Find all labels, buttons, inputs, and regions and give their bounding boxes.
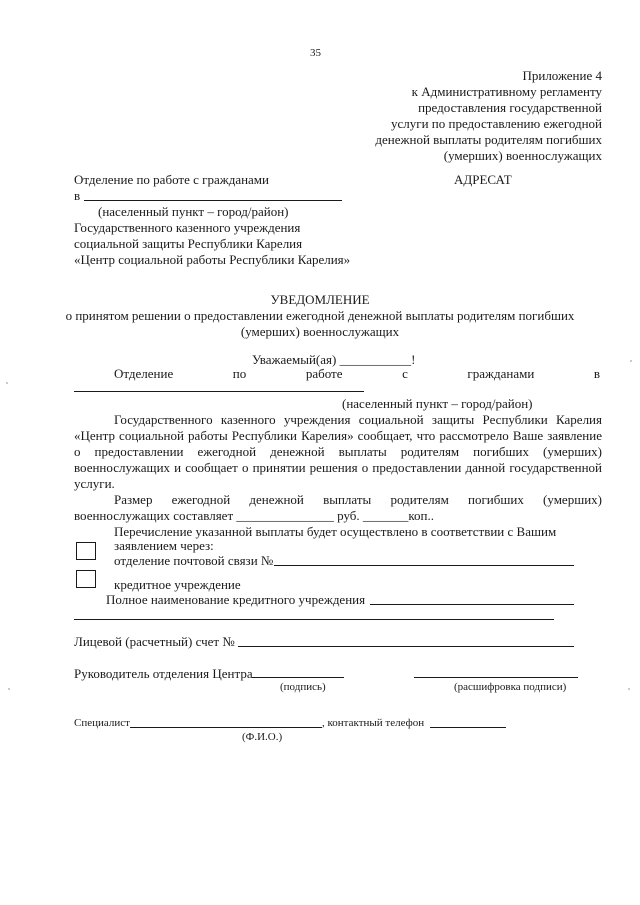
word: работе xyxy=(305,366,343,381)
paragraph-line: «Центр социальной работы Республики Карелия» сообщает, что рассмотрело Ваше заявление xyxy=(74,428,602,443)
scan-speck xyxy=(628,688,630,690)
postal-label: отделение почтовой связи № xyxy=(114,553,274,568)
credit-name-label: Полное наименование кредитного учреждения xyxy=(106,592,366,607)
signature-hint: (подпись) xyxy=(280,681,326,693)
postal-checkbox[interactable] xyxy=(76,542,96,560)
head-label: Руководитель отделения Центра xyxy=(74,666,253,681)
appendix-line: предоставления государственной xyxy=(418,100,602,115)
word: Отделение xyxy=(114,366,174,381)
decode-hint: (расшифровка подписи) xyxy=(454,681,567,693)
postal-number-field[interactable] xyxy=(274,565,574,566)
paragraph-line: услуги. xyxy=(74,476,115,491)
account-field[interactable] xyxy=(238,646,574,647)
paragraph-line: Государственного казенного учреждения социальной защиты Республики Карелия xyxy=(114,412,602,427)
specialist-name-field[interactable] xyxy=(130,727,322,728)
head-decode-field[interactable] xyxy=(414,677,578,678)
account-label: Лицевой (расчетный) счет № xyxy=(74,634,235,649)
appendix-line: к Административному регламенту xyxy=(411,84,602,99)
locality-field[interactable] xyxy=(74,391,364,392)
greeting: Уважаемый(ая) ___________! xyxy=(252,352,416,367)
paragraph-line: заявлением через: xyxy=(114,538,214,553)
credit-name-field[interactable] xyxy=(370,604,574,605)
credit-name-field-2[interactable] xyxy=(74,619,554,620)
scan-speck xyxy=(8,688,10,690)
paragraph-1 xyxy=(114,366,600,382)
appendix-line: (умерших) военнослужащих xyxy=(443,148,602,163)
appendix-line: денежной выплаты родителям погибших xyxy=(375,132,602,147)
page-number: 35 xyxy=(310,47,321,59)
specialist-label: Специалист xyxy=(74,717,130,729)
addressee-label: АДРЕСАТ xyxy=(454,172,512,187)
head-signature-field[interactable] xyxy=(252,677,344,678)
locality-hint: (населенный пункт – город/район) xyxy=(342,396,533,411)
scan-speck xyxy=(630,360,632,362)
credit-checkbox[interactable] xyxy=(76,570,96,588)
sender-prefix: в xyxy=(74,188,81,203)
sender-hint: (населенный пункт – город/район) xyxy=(98,204,289,219)
credit-label: кредитное учреждение xyxy=(114,577,241,592)
notice-subtitle: (умерших) военнослужащих xyxy=(240,324,400,339)
paragraph-line: военнослужащих и сообщает о принятии решения о предоставлении данной государственной xyxy=(74,460,602,475)
sender-locality-field[interactable] xyxy=(84,200,342,201)
paragraph-line: о предоставлении ежегодной денежной выплаты родителям погибших (умерших) xyxy=(74,444,602,459)
sender-line: «Центр социальной работы Республики Карелия» xyxy=(74,252,351,267)
sender-line: социальной защиты Республики Карелия xyxy=(74,236,303,251)
fio-hint: (Ф.И.О.) xyxy=(242,731,283,743)
notice-subtitle: о принятом решении о предоставлении ежегодной денежной выплаты родителям погибших xyxy=(65,308,575,323)
paragraph-line: Размер ежегодной денежной выплаты родителям погибших (умерших) xyxy=(114,492,602,507)
paragraph-line: Перечисление указанной выплаты будет осуществлено в соответствии с Вашим xyxy=(114,524,557,539)
word: в xyxy=(593,366,600,381)
amount-line: военнослужащих составляет _______________ руб. _______коп.. xyxy=(74,508,435,523)
phone-field[interactable] xyxy=(430,727,506,728)
phone-label: , контактный телефон xyxy=(322,717,425,729)
word: с xyxy=(402,366,408,381)
word: по xyxy=(232,366,247,381)
notice-title: УВЕДОМЛЕНИЕ xyxy=(270,292,370,307)
appendix-line: услуги по предоставлению ежегодной xyxy=(391,116,602,131)
appendix-line: Приложение 4 xyxy=(522,68,602,83)
scan-speck xyxy=(6,382,8,384)
sender-line: Отделение по работе с гражданами xyxy=(74,172,269,187)
word: гражданами xyxy=(467,366,535,381)
sender-line: Государственного казенного учреждения xyxy=(74,220,301,235)
